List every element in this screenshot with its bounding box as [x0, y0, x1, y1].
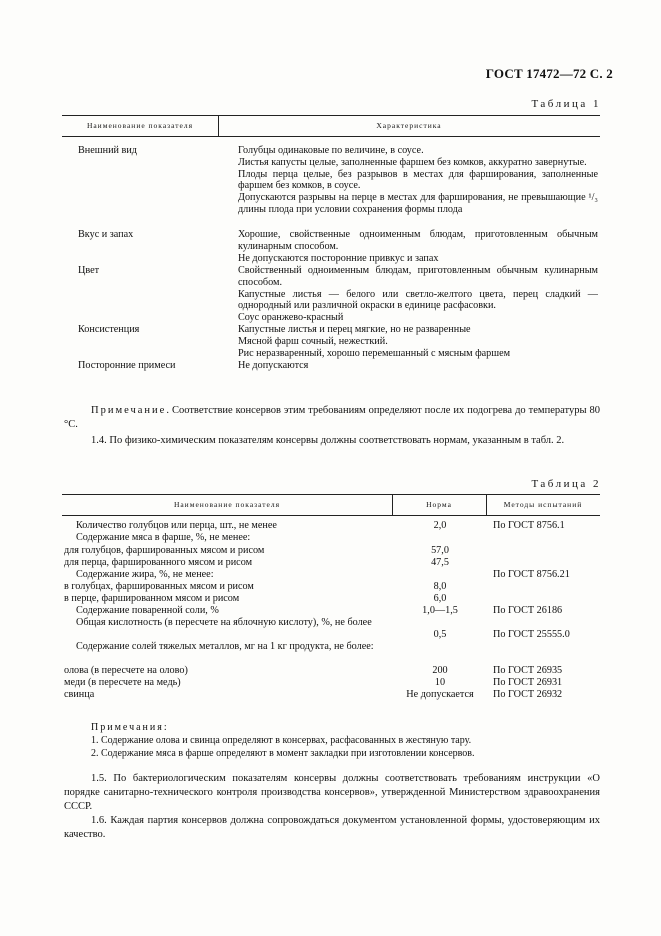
table2-row-method: По ГОСТ 26931 — [493, 677, 563, 688]
table1-char-text: Плоды перца целые, без разрывов в местах для фарширования, заполненные фаршем без комков, в соусе. — [238, 168, 598, 192]
document-header: ГОСТ 17472—72 С. 2 — [485, 66, 613, 81]
table1-char-text: Хорошие, свойственные одноименным блюдам, приготовленным обычным кулинарным способом. — [238, 229, 598, 252]
table2-col-method-header: Методы испытаний — [503, 500, 583, 509]
table2-note-item: 1. Содержание олова и свинца определяют в консервах, расфасованных в жестяную тару. — [91, 735, 472, 746]
table1-char-text: Мясной фарш сочный, нежесткий. — [238, 335, 388, 347]
table2-row-norm: 0,5 — [433, 629, 447, 640]
table1-row-char — [238, 360, 598, 372]
table2-row-name: в голубцах, фаршированных мясом и рисом — [64, 581, 254, 592]
table1-char-text: Не допускаются — [238, 360, 309, 371]
table2-row-method: По ГОСТ 25555.0 — [493, 629, 570, 640]
table2-caption: Таблица 2 — [531, 478, 601, 490]
table2-row-name: Общая кислотность (в пересчете на яблочную кислоту), %, не более — [76, 617, 372, 628]
table1-char-text: Капустные листья и перец мягкие, но не разваренные — [238, 324, 471, 335]
table1-char-text: Капустные листья — белого или светло-желтого цвета, перец сладкий — однородный или различной окраски в единице расфасовки. — [238, 288, 598, 312]
table1-row-name: Цвет — [78, 265, 100, 276]
table2-header-rule — [62, 515, 600, 516]
table1-row-char — [238, 229, 598, 264]
table1-note — [64, 404, 600, 432]
paragraph-1-4: 1.4. По физико-химическим показателям консервы должны соответствовать нормам, указанным в табл. 2. — [91, 435, 565, 446]
table2-row-method: По ГОСТ 26186 — [493, 605, 563, 616]
table2-row-name: Содержание поваренной соли, % — [76, 605, 219, 616]
paragraph-1-6: 1.6. Каждая партия консервов должна сопровождаться документом установленной формы, удостоверяющим их качество. — [64, 815, 600, 840]
table1-row-name: Посторонние примеси — [78, 360, 176, 371]
table2-row-name: Содержание солей тяжелых металлов, мг на 1 кг продукта, не более: — [76, 641, 374, 652]
table1-char-text: Свойственный одноименным блюдам, приготовленным обычным кулинарным способом. — [238, 265, 598, 288]
table2-row-name: для перца, фаршированного мясом и рисом — [64, 557, 253, 568]
table2-row-name: в перце, фаршированном мясом и рисом — [64, 593, 240, 604]
table2-row-norm: 2,0 — [433, 520, 447, 531]
table2-row-norm: 8,0 — [433, 581, 447, 592]
table2-row-norm: 47,5 — [431, 557, 449, 568]
table1-char-text: Листья капусты целые, заполненные фаршем без комков, аккуратно завернутые. — [238, 156, 587, 168]
table1-caption: Таблица 1 — [531, 98, 601, 110]
table2-row-method: По ГОСТ 26935 — [493, 665, 563, 676]
table2-note-item: 2. Содержание мяса в фарше определяют в момент закладки при изготовлении консервов. — [91, 748, 475, 759]
table1-row-name: Консистенция — [78, 324, 140, 335]
table1-char-text: Допускаются разрывы на перце в местах для фарширования, не превышающие ¹/₃ длины плода при условии сохранения формы плода — [238, 192, 598, 215]
table1-row-char — [238, 324, 598, 359]
table1-char-text: Не допускаются посторонние привкус и запах — [238, 252, 439, 264]
table1-row-char — [238, 145, 598, 216]
table1-col-name-header: Наименование показателя — [86, 121, 194, 130]
table2-notes-label — [91, 721, 167, 734]
notes-label: Примечания — [91, 722, 164, 733]
table2-row-name: свинца — [64, 689, 95, 700]
table2-row-name: Количество голубцов или перца, шт., не менее — [76, 520, 277, 531]
notes-colon: : — [163, 722, 167, 733]
table2-row-norm: 57,0 — [431, 545, 449, 556]
table2-row-name: меди (в пересчете на медь) — [64, 677, 181, 688]
table2-row-name: для голубцов, фаршированных мясом и рисом — [64, 545, 265, 556]
table2-top-rule — [62, 494, 600, 495]
table2-row-norm: 6,0 — [433, 593, 447, 604]
table2-row-norm: 10 — [434, 677, 446, 688]
table1-char-text: Голубцы одинаковые по величине, в соусе. — [238, 145, 424, 156]
table2-row-name: Содержание мяса в фарше, %, не менее: — [76, 532, 251, 543]
table1-header-rule — [62, 136, 600, 137]
table1-char-text: Соус оранжево-красный — [238, 312, 344, 324]
note-text: . Соответствие консервов этим требованиям определяют после их подогрева до температуры 80 °С. — [64, 405, 600, 430]
table2-row-method: По ГОСТ 8756.1 — [493, 520, 565, 531]
table2-row-method: По ГОСТ 8756.21 — [493, 569, 570, 580]
table1-char-text: Рис неразваренный, хорошо перемешанный с мясным фаршем — [238, 347, 511, 359]
paragraph-1-5: 1.5. По бактериологическим показателям консервы должны соответствовать требованиям инструкции «О порядке санитарно-технического контроля производства консервов», утвержденной Министерством здравоохранения СССР. — [64, 773, 600, 812]
table2-row-norm: 1,0—1,5 — [422, 605, 458, 616]
table1-row-name: Внешний вид — [78, 145, 137, 156]
table2-col-name-header: Наименование показателя — [173, 500, 281, 509]
table2-row-norm: Не допускается — [406, 689, 474, 700]
table1-top-rule — [62, 115, 600, 116]
table1-col-char-header: Характеристика — [376, 121, 442, 130]
table1-row-name: Вкус и запах — [78, 229, 134, 240]
table2-col-norm-header: Норма — [426, 500, 452, 509]
table2-row-name: олова (в пересчете на олово) — [64, 665, 188, 676]
table2-row-method: По ГОСТ 26932 — [493, 689, 563, 700]
note-label: Примечание — [91, 405, 167, 416]
table1-row-char — [238, 265, 598, 324]
table2-row-name: Содержание жира, %, не менее: — [76, 569, 214, 580]
table2-row-norm: 200 — [432, 665, 448, 676]
